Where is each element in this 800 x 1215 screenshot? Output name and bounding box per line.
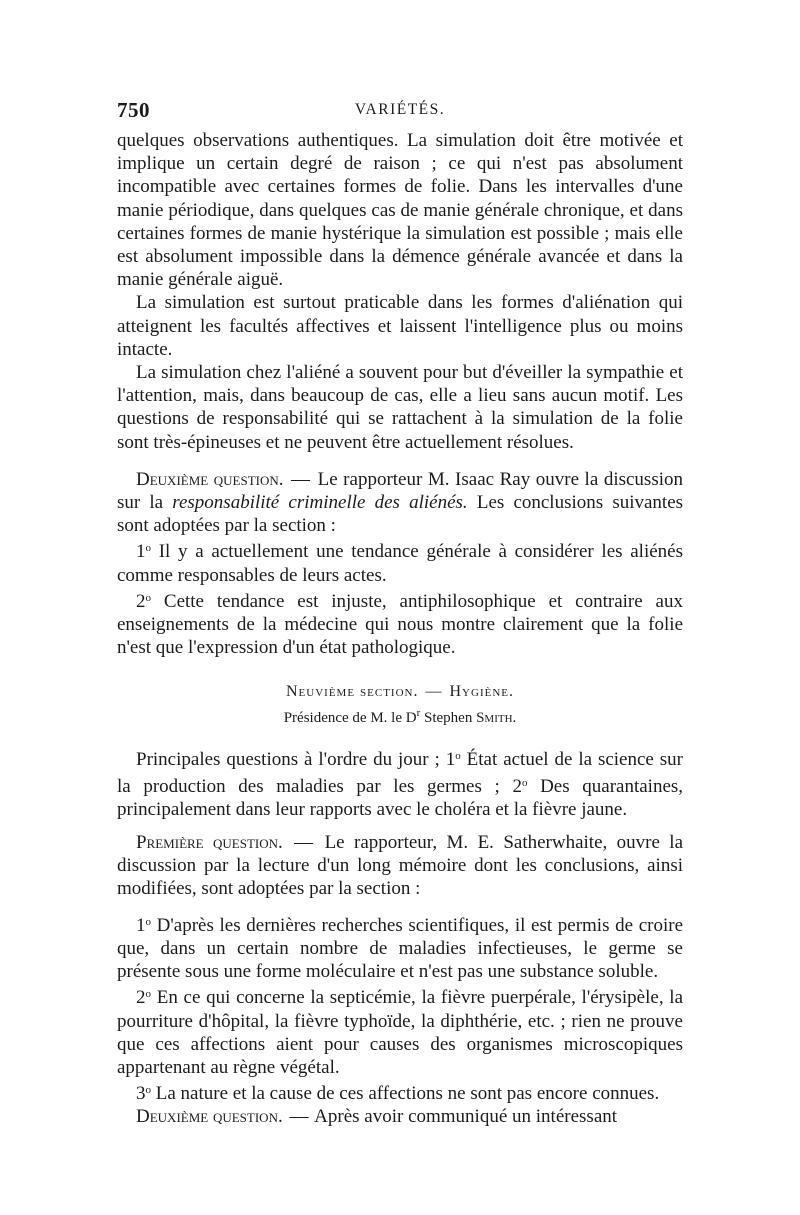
intro-text-mid: État actuel de la science sur la production des maladies par les germes ; [117, 749, 683, 797]
section-title: Neuvième section. [286, 683, 419, 701]
em-dash: — [425, 683, 443, 701]
em-dash: — [294, 832, 314, 854]
page-body [117, 129, 683, 1129]
item-text: D'après les dernières recherches scientifiques, il est permis de croire que, dans un certain nombre de maladies infectieuses, le germe se présente sous une forme moléculaire et n'est pas une substance soluble. [117, 914, 684, 983]
question-text-end: Les conclusions suivantes sont adoptées par la section : [117, 492, 684, 537]
italic-topic: responsabilité criminelle des aliénés. [172, 492, 468, 514]
degree-mark: o [145, 591, 151, 604]
paragraph-deuxieme-question [117, 468, 683, 538]
hygiene-conclusion-2 [117, 983, 683, 1079]
presidence-line [117, 703, 683, 729]
title-superscript: r [416, 707, 421, 720]
paragraph-simulation-alienes: La simulation chez l'aliéné a souvent pour but d'éveiller la sympathie et l'attention, mais, dans beaucoup de cas, elle a lieu sans aucun motif. Les questions de responsabilité qui se rattachent à la simulation de la folie sont très-épineuses et ne peuvent être actuellement résolues. [117, 362, 683, 453]
item-number: 1 [136, 541, 146, 563]
em-dash: — [291, 468, 311, 490]
em-dash: — [289, 1106, 309, 1128]
paragraph-questions-ordre-du-jour [117, 745, 683, 821]
president-name: Stephen [424, 710, 473, 727]
question-label: Deuxième question. [136, 1106, 283, 1128]
item-text: Cette tendance est injuste, antiphilosophique et contraire aux enseignements de la médecine qui nous montre clairement que la folie n'est que l'expression d'un état pathologique. [117, 590, 683, 659]
presidence-text: Présidence de M. le D [283, 710, 417, 727]
question-label: Première question. [136, 832, 283, 854]
degree-mark: o [145, 542, 151, 555]
degree-mark: o [521, 776, 528, 789]
item-number: 2 [512, 775, 522, 797]
degree-mark: o [145, 915, 151, 928]
paragraph-simulation-formes: La simulation est surtout praticable dans les formes d'aliénation qui atteignent les facultés affectives et laissent l'intelligence plus ou moins intacte. [117, 292, 683, 360]
question-text: Après avoir communiqué un intéressant [314, 1106, 618, 1128]
paragraph-premiere-question [117, 831, 683, 901]
conclusion-1 [117, 537, 683, 586]
intro-text: Principales questions à l'ordre du jour ; [136, 749, 440, 771]
hygiene-conclusion-1 [117, 911, 683, 984]
running-title: VARIÉTÉS. [354, 101, 446, 118]
intro-text-end: Des quarantaines, principalement dans leur rapports avec le choléra et la fièvre jaune. [117, 775, 684, 820]
item-text: La nature et la cause de ces affections ne sont pas encore connues. [155, 1083, 660, 1105]
section-heading [117, 681, 683, 703]
section-subject: Hygiène. [449, 683, 514, 701]
item-text: En ce qui concerne la septicémie, la fièvre puerpérale, l'érysipèle, la pourriture d'hôpital, la fièvre typhoïde, la diphthérie, etc. ; rien ne prouve que ces affections aient pour causes des organismes microscopiques appartenant au règne végétal. [117, 987, 684, 1078]
item-number: 2 [136, 987, 146, 1009]
item-number: 1 [445, 749, 456, 771]
item-number: 1 [136, 914, 146, 936]
item-number: 3 [136, 1083, 146, 1105]
item-text: Il y a actuellement une tendance générale à considérer les aliénés comme responsables de leurs actes. [117, 541, 683, 586]
item-number: 2 [136, 590, 146, 612]
degree-mark: o [145, 988, 151, 1001]
conclusion-2 [117, 587, 683, 660]
president-surname: Smith. [476, 710, 517, 727]
degree-mark: o [455, 750, 461, 763]
degree-mark: o [145, 1084, 151, 1097]
hygiene-conclusion-3 [117, 1079, 683, 1105]
page-header [117, 98, 683, 124]
question-label: Deuxième question. [136, 468, 284, 490]
page-number: 750 [117, 98, 150, 122]
question-text: Le rapporteur, M. E. Satherwhaite, ouvre la discussion par la lecture d'un long mémoire dont les conclusions, ainsi modifiées, sont adoptées par la section : [117, 832, 684, 900]
paragraph-continued: quelques observations authentiques. La simulation doit être motivée et implique un certain degré de raison ; ce qui n'est pas absolument incompatible avec certaines formes de folie. Dans les intervalles d'une manie périodique, dans quelques cas de manie générale chronique, et dans certaines formes de manie hystérique la simulation est possible ; mais elle est absolument impossible dans la démence générale avancée et dans la manie générale aiguë. [117, 130, 683, 291]
question-text: Le rapporteur M. Isaac Ray ouvre la discussion sur la [117, 468, 683, 514]
paragraph-deuxieme-question-hygiene [117, 1105, 683, 1128]
